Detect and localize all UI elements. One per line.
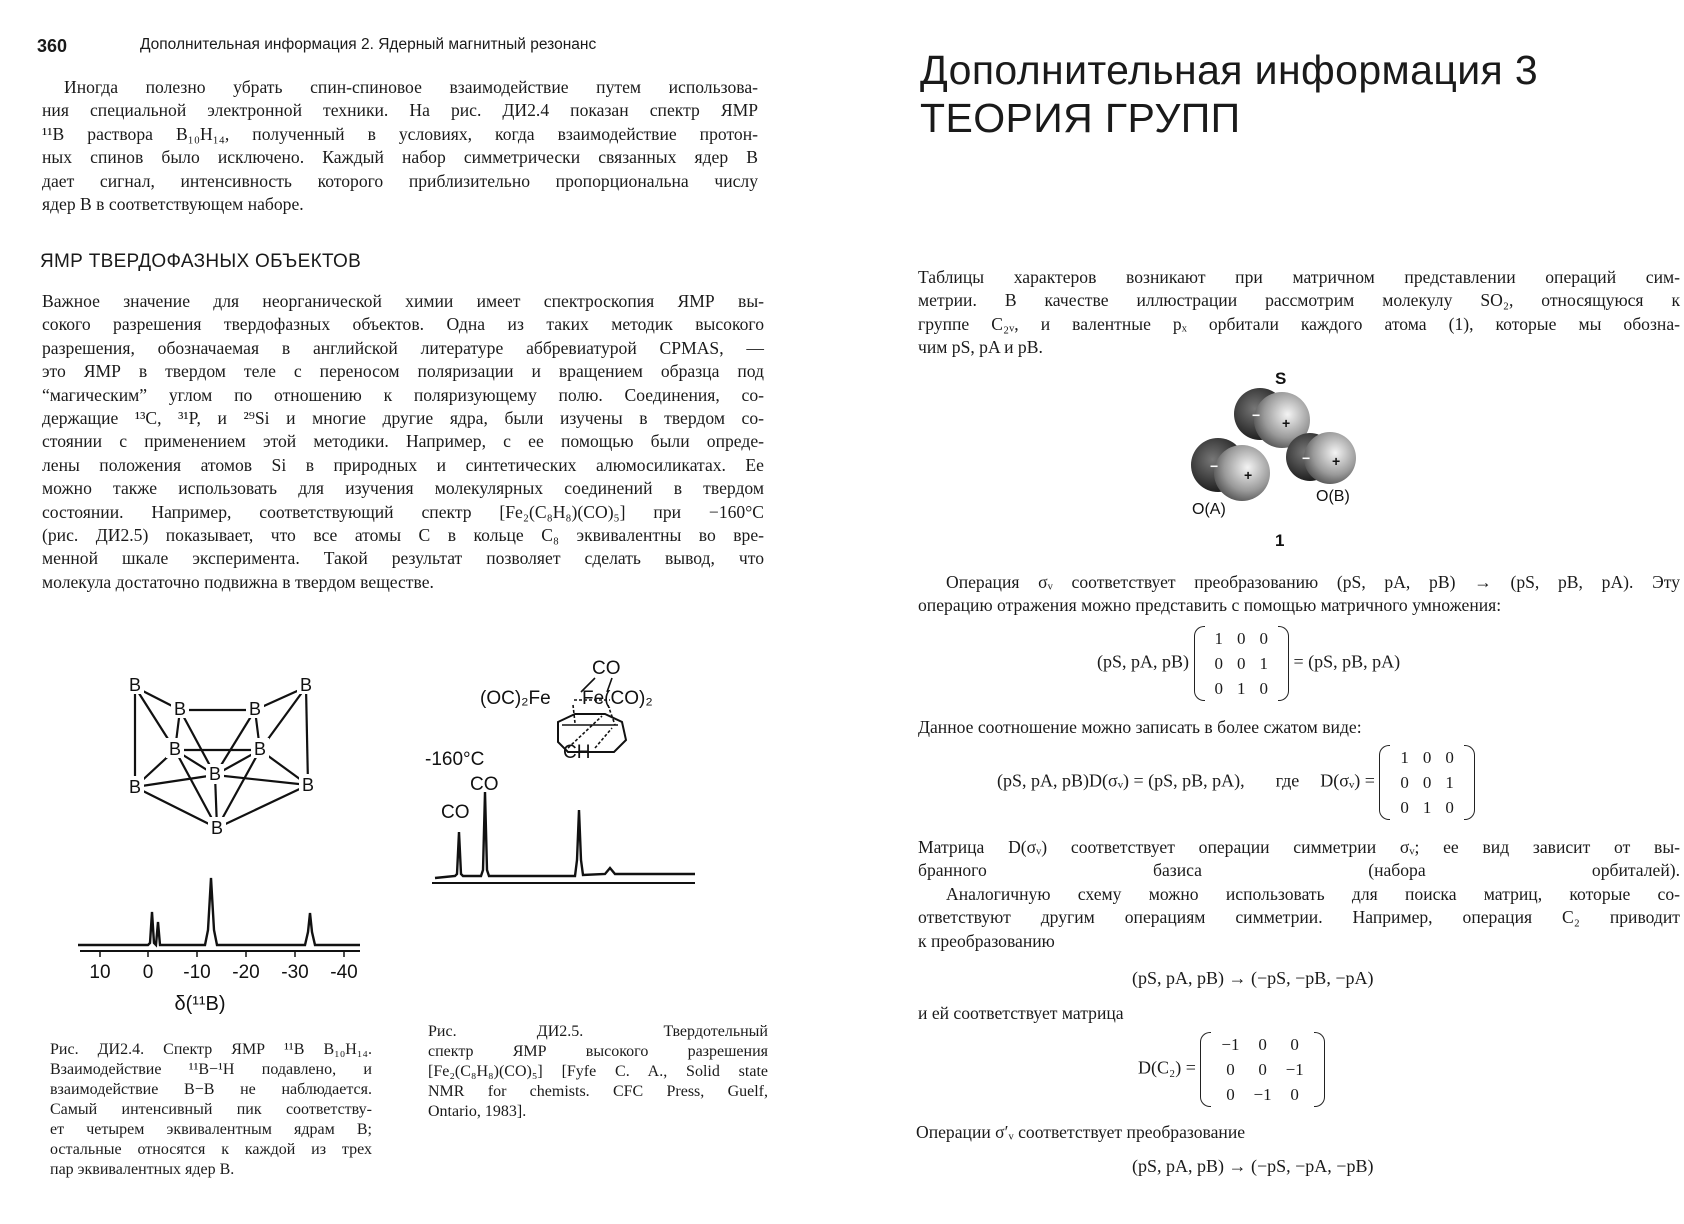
text-line: Матрица D(σᵥ) соответствует операции симметрии σᵥ; ее вид зависит от вы- (918, 837, 1680, 857)
matrix-cell: 0 (1258, 1059, 1267, 1079)
text-line: “магическим” углом по отношению к поляризующему полю. Соединения, со- (42, 384, 764, 405)
text-line: Важное значение для неорганической химии имеет спектроскопия ЯМР вы- (42, 291, 764, 311)
tick-label: 0 (142, 962, 154, 983)
sigma-prime-paragraph: Операции σ′ᵥ соответствует преобразование (916, 1122, 1246, 1142)
sigma-matrix-compact (1379, 745, 1475, 820)
caption-line: ет четырем эквивалентным ядрам B; (50, 1121, 372, 1138)
caption-line: остальные относятся к каждой из трех (50, 1141, 372, 1158)
tick-label: -30 (281, 962, 309, 983)
peak-label-ch: CH (563, 742, 591, 763)
section-heading: ЯМР ТВЕРДОФАЗНЫХ ОБЪЕКТОВ (40, 251, 362, 272)
text-line: бранного базиса (набора орбиталей). (918, 860, 1680, 881)
matrix-cell: 0 (1237, 628, 1246, 648)
figure-5-caption (428, 1022, 768, 1122)
matrix-cell: 1 (1237, 678, 1246, 698)
text-line: стоянии с применением этой методики. Например, с ее помощью были опреде- (42, 431, 764, 452)
matrix-cell: 0 (1214, 653, 1224, 673)
equation-matrix-multiply (1097, 626, 1400, 701)
svg-text:−: − (1210, 458, 1219, 474)
co-bridge-label: CO (592, 658, 621, 679)
caption-line: Ontario, 1983]. (428, 1103, 527, 1120)
text-line: к преобразованию (918, 930, 1055, 951)
matrix-cell: −1 (1221, 1034, 1240, 1054)
running-head: Дополнительная информация 2. Ядерный магнитный резонанс (140, 36, 597, 53)
matrix-cell: 0 (1259, 678, 1269, 698)
body-paragraph (42, 290, 764, 594)
svg-text:−: − (1302, 450, 1311, 466)
eq2-where: где (1275, 770, 1300, 791)
matrix-cell: 0 (1290, 1084, 1299, 1104)
matrix-cell: 1 (1445, 772, 1454, 792)
matrix-cell: 0 (1226, 1084, 1235, 1104)
matrix-cell: 1 (1400, 747, 1409, 767)
text-line: ядер B в соответствующем наборе. (42, 194, 304, 215)
equation-compact (997, 745, 1475, 820)
fe2-spectrum-trace (435, 792, 695, 878)
caption-line: взаимодействие B−B не наблюдается. (50, 1081, 372, 1098)
tick-label: -10 (183, 962, 211, 983)
caption-line: пар эквивалентных ядер B. (50, 1161, 235, 1178)
atom-label: B (301, 775, 315, 795)
oa-orbital-positive-lobe (1214, 445, 1270, 501)
matrix-cell: −1 (1253, 1084, 1272, 1104)
tick-label: -20 (232, 962, 260, 983)
text-line: это ЯМР в твердом теле с переносом поляризации и вращением образца под (42, 361, 764, 382)
text-line: лены положения атомов Si в природных и синтетических алюмосиликатах. Ее (42, 454, 764, 475)
text-line: разрешения, обозначаемая в английской литературе аббревиатурой CPMAS, — (42, 337, 764, 358)
matrix-cell: 0 (1422, 747, 1432, 767)
svg-text:+: + (1244, 467, 1253, 483)
eq2-left: (pS, pA, pB)D(σᵥ) = (pS, pB, pA), (997, 770, 1245, 791)
ob-orbital-positive-lobe (1304, 432, 1356, 484)
matrix-cell: 1 (1259, 653, 1269, 673)
caption-line: NMR for chemists. CFC Press, Guelf, (428, 1083, 768, 1100)
eq2-d: D(σᵥ) = (1320, 770, 1375, 791)
atom-label-ob: O(B) (1316, 488, 1350, 505)
boron-atom-labels (126, 674, 317, 838)
temperature-label: -160°C (425, 749, 485, 770)
text-line: ответствуют другим операциям симметрии. Например, операция C₂ приводит (918, 907, 1680, 928)
text-line: чим pS, pA и pB. (918, 337, 1043, 358)
caption-line: Рис. ДИ2.5. Твердотельный (428, 1023, 768, 1040)
intro-paragraph (42, 76, 758, 216)
fe-left-label: (OC)₂Fe (480, 688, 551, 709)
matrix-cell: 0 (1237, 653, 1246, 673)
text-line: Аналогичную схему можно использовать для поиска матриц, которые со- (946, 883, 1680, 904)
c2-matrix-intro: и ей соответствует матрица (918, 1003, 1124, 1023)
matrix-cell: −1 (1285, 1059, 1304, 1079)
caption-line: Самый интенсивный пик соответству- (50, 1101, 372, 1118)
chapter-title (920, 46, 1538, 142)
intro-paragraph (918, 266, 1680, 360)
text-line: операцию отражения можно представить с помощью матричного умножения: (918, 595, 1502, 616)
eq1-right: = (pS, pB, pA) (1293, 651, 1401, 672)
chapter-title-line1: Дополнительная информация 3 (920, 47, 1539, 93)
matrix-cell: 0 (1400, 797, 1409, 817)
text-line: состоянии. Например, соответствующий спектр [Fe₂(C₈H₈)(CO)₅] при −160°C (42, 501, 764, 522)
atom-label: B (253, 739, 267, 759)
fe-right-label: Fe(CO)₂ (582, 688, 653, 709)
text-line: Операция σᵥ соответствует преобразованию (pS, pA, pB) → (pS, pB, pA). Эту (946, 572, 1680, 592)
text-line: группе C₂ᵥ, и валентные pₓ орбитали каждого атома (1), которые мы обозна- (918, 313, 1680, 334)
text-line: ¹¹B раствора B₁₀H₁₄, полученный в условиях, когда взаимодействие протон- (42, 123, 758, 144)
text-line: менной шкале эксперимента. Такой результат позволяет сделать вывод, что (42, 548, 764, 569)
figure-4-caption (50, 1040, 372, 1180)
matrix-cell: 0 (1445, 797, 1454, 817)
atom-label: B (173, 699, 187, 719)
atom-label: B (128, 675, 142, 695)
caption-line: Рис. ДИ2.4. Спектр ЯМР ¹¹B B₁₀H₁₄. (50, 1041, 372, 1058)
right-page (842, 0, 1684, 1224)
text-line: молекула достаточно подвижна в твердом веществе. (42, 571, 434, 592)
svg-text:+: + (1332, 453, 1341, 469)
text-line: сокого разрешения твердофазных объектов. Одна из таких методик высокого (42, 314, 764, 335)
tick-label: -40 (330, 962, 358, 983)
peak-label-co-big: CO (470, 774, 499, 795)
text-line: Таблицы характеров возникают при матричном представлении операций сим- (918, 267, 1680, 287)
peak-label-co-small: CO (441, 802, 470, 823)
matrix-cell: 0 (1400, 772, 1409, 792)
figure-fe2-spectrum (425, 650, 760, 960)
atom-label-s: S (1275, 369, 1287, 388)
matrix-paragraph (918, 836, 1680, 953)
atom-label: B (210, 818, 224, 838)
atom-label: B (168, 739, 182, 759)
atom-label: B (248, 699, 262, 719)
text-line: Иногда полезно убрать спин-спиновое взаимодействие путем использова- (64, 77, 758, 97)
text-line: держащие ¹³C, ³¹P, и ²⁹Si и многие другие ядра, были изучены в твердом со- (42, 408, 764, 429)
molecule-number: 1 (1275, 531, 1285, 550)
atom-label: B (128, 777, 142, 797)
svg-text:+: + (1282, 415, 1291, 431)
equation-c2-transform: (pS, pA, pB) → (−pS, −pB, −pA) (1132, 968, 1374, 988)
nmr-spectrum-trace (78, 878, 360, 945)
figure-b10h14 (70, 660, 370, 1020)
eq4-d: D(C₂) = (1138, 1057, 1196, 1078)
matrix-cell: 1 (1422, 797, 1432, 817)
matrix-cell: 0 (1445, 747, 1454, 767)
text-line: ных спинов было исключено. Каждый набор симметрически связанных ядер B (42, 147, 758, 168)
svg-text:−: − (1252, 407, 1261, 423)
sigma-paragraph (918, 571, 1680, 618)
c2-matrix (1200, 1032, 1324, 1107)
atom-label: B (208, 764, 222, 784)
text-line: дает сигнал, интенсивность которого приблизительно пропорциональна числу (42, 170, 758, 191)
text-line: (рис. ДИ2.5) показывает, что все атомы C в кольце C₈ эквивалентны во вре- (42, 525, 764, 546)
text-line: можно также использовать для изучения молекулярных соединений в твердом (42, 478, 764, 499)
matrix-cell: 1 (1214, 628, 1224, 648)
caption-line: Взаимодействие ¹¹B−¹H подавлено, и (50, 1061, 372, 1078)
text-line: метрии. В качестве иллюстрации рассмотрим молекулу SO₂, относящуюся к (918, 290, 1680, 311)
tick-label: 10 (89, 962, 111, 983)
axis-tick-labels (89, 962, 357, 983)
matrix-cell: 0 (1422, 772, 1432, 792)
b10h14-structure (135, 687, 308, 828)
matrix-cell: 0 (1290, 1034, 1299, 1054)
equation-sigma-prime: (pS, pA, pB) → (−pS, −pA, −pB) (1132, 1156, 1374, 1176)
compact-form-paragraph: Данное соотношение можно записать в более сжатом виде: (918, 717, 1362, 737)
equation-c2-matrix (1138, 1032, 1325, 1107)
caption-line: [Fe₂(C₈H₈)(CO)₅] [Fyfe C. A., Solid state (428, 1063, 768, 1080)
axis-label: δ(¹¹B) (174, 993, 226, 1015)
matrix-cell: 0 (1214, 678, 1224, 698)
matrix-cell: 0 (1258, 1034, 1267, 1054)
text-line: ния специальной электронной техники. На рис. ДИ2.4 показан спектр ЯМР (42, 100, 758, 121)
page-number: 360 (37, 36, 68, 56)
matrix-cell: 0 (1226, 1059, 1235, 1079)
so2-orbital-diagram (1182, 370, 1382, 555)
matrix-cell: 0 (1259, 628, 1269, 648)
sigma-matrix (1194, 626, 1290, 701)
eq1-left: (pS, pA, pB) (1097, 651, 1190, 672)
chapter-title-line2: ТЕОРИЯ ГРУПП (920, 95, 1241, 141)
atom-label: B (299, 675, 313, 695)
atom-label-oa: O(A) (1192, 501, 1226, 518)
caption-line: спектр ЯМР высокого разрешения (428, 1043, 768, 1060)
